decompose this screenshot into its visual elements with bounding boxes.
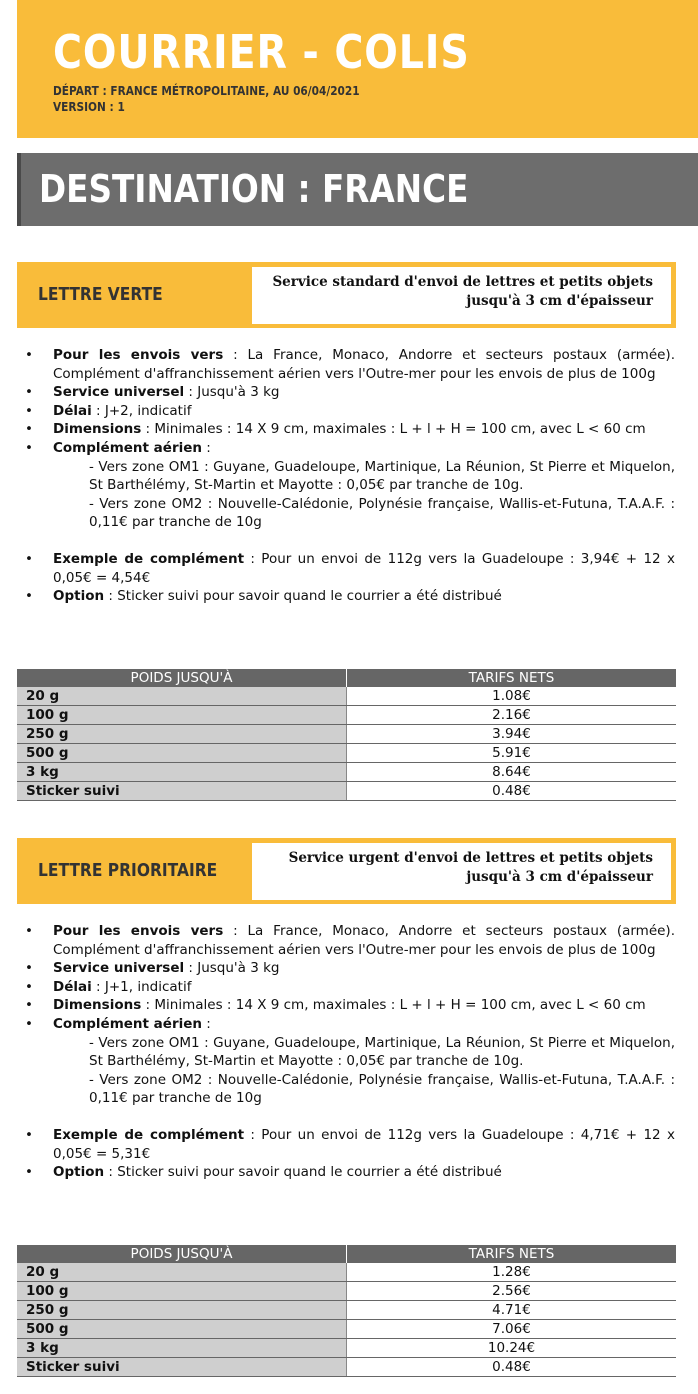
- list-item: • Complément aérien : - Vers zone OM1 : Guyane, Guadeloupe, Martinique, La Réunion, St Pierre et Miquelon, St Barthélémy, St-Martin et Mayotte : 0,05€ par tranche de 10g. - Vers zone OM2 : Nouvelle-Calédonie, Polynésie française, Wallis-et-Futuna, T.A.A.F. : 0,11€ par tranche de 10g: [25, 1015, 675, 1108]
- section-description: Service urgent d'envoi de lettres et petits objets jusqu'à 3 cm d'épaisseur: [252, 843, 671, 900]
- table-row: 20 g 1.28€: [17, 1263, 676, 1282]
- table-row: 500 g 7.06€: [17, 1320, 676, 1339]
- depart-info: DÉPART : FRANCE MÉTROPOLITAINE, AU 06/04/2021: [53, 84, 360, 98]
- section-header-lettre-prioritaire: [17, 838, 676, 904]
- list-item: • Service universel : Jusqu'à 3 kg: [25, 383, 675, 402]
- list-item: • Pour les envois vers : La France, Monaco, Andorre et secteurs postaux (armée). Complément d'affranchissement aérien vers l'Outre-mer pour les envois de plus de 100g: [25, 346, 675, 383]
- section-details-lettre-prioritaire: [25, 922, 675, 1182]
- section-header-lettre-verte: [17, 262, 676, 328]
- table-row: 250 g 4.71€: [17, 1301, 676, 1320]
- table-row: 3 kg 10.24€: [17, 1339, 676, 1358]
- section-details-lettre-verte: [25, 346, 675, 606]
- list-item: • Exemple de complément : Pour un envoi de 112g vers la Guadeloupe : 3,94€ + 12 x 0,05€ = 4,54€: [25, 550, 675, 587]
- list-item: • Dimensions : Minimales : 14 X 9 cm, maximales : L + l + H = 100 cm, avec L < 60 cm: [25, 996, 675, 1015]
- col-header-price: TARIFS NETS: [347, 1245, 677, 1263]
- zone-om2: - Vers zone OM2 : Nouvelle-Calédonie, Polynésie française, Wallis-et-Futuna, T.A.A.F. : 0,11€ par tranche de 10g: [89, 1071, 675, 1107]
- list-item: • Pour les envois vers : La France, Monaco, Andorre et secteurs postaux (armée). Complément d'affranchissement aérien vers l'Outre-mer pour les envois de plus de 100g: [25, 922, 675, 959]
- table-row: 100 g 2.56€: [17, 1282, 676, 1301]
- destination-band: [17, 153, 698, 226]
- section-description: Service standard d'envoi de lettres et petits objets jusqu'à 3 cm d'épaisseur: [252, 267, 671, 324]
- list-item: • Service universel : Jusqu'à 3 kg: [25, 959, 675, 978]
- col-header-weight: POIDS JUSQU'À: [17, 669, 347, 687]
- top-banner: [17, 0, 698, 138]
- zone-om1: - Vers zone OM1 : Guyane, Guadeloupe, Martinique, La Réunion, St Pierre et Miquelon, St Barthélémy, St-Martin et Mayotte : 0,05€ par tranche de 10g.: [89, 458, 675, 494]
- list-item: • Délai : J+1, indicatif: [25, 978, 675, 997]
- table-row: 3 kg 8.64€: [17, 763, 676, 782]
- table-row: 250 g 3.94€: [17, 725, 676, 744]
- list-item: • Délai : J+2, indicatif: [25, 402, 675, 421]
- list-item: • Dimensions : Minimales : 14 X 9 cm, maximales : L + l + H = 100 cm, avec L < 60 cm: [25, 420, 675, 439]
- table-row: 500 g 5.91€: [17, 744, 676, 763]
- table-row: Sticker suivi 0.48€: [17, 1358, 676, 1377]
- destination-title: DESTINATION : FRANCE: [39, 167, 469, 211]
- table-row: 20 g 1.08€: [17, 687, 676, 706]
- version-info: VERSION : 1: [53, 100, 125, 114]
- list-item: • Exemple de complément : Pour un envoi de 112g vers la Guadeloupe : 4,71€ + 12 x 0,05€ = 5,31€: [25, 1126, 675, 1163]
- list-item: • Option : Sticker suivi pour savoir quand le courrier a été distribué: [25, 587, 675, 606]
- table-row: Sticker suivi 0.48€: [17, 782, 676, 801]
- tarif-table-lettre-verte: [17, 669, 676, 801]
- col-header-price: TARIFS NETS: [347, 669, 677, 687]
- tarif-table-lettre-prioritaire: [17, 1245, 676, 1377]
- col-header-weight: POIDS JUSQU'À: [17, 1245, 347, 1263]
- zone-om2: - Vers zone OM2 : Nouvelle-Calédonie, Polynésie française, Wallis-et-Futuna, T.A.A.F. : 0,11€ par tranche de 10g: [89, 495, 675, 531]
- list-item: • Complément aérien : - Vers zone OM1 : Guyane, Guadeloupe, Martinique, La Réunion, St Pierre et Miquelon, St Barthélémy, St-Martin et Mayotte : 0,05€ par tranche de 10g. - Vers zone OM2 : Nouvelle-Calédonie, Polynésie française, Wallis-et-Futuna, T.A.A.F. : 0,11€ par tranche de 10g: [25, 439, 675, 532]
- zone-om1: - Vers zone OM1 : Guyane, Guadeloupe, Martinique, La Réunion, St Pierre et Miquelon, St Barthélémy, St-Martin et Mayotte : 0,05€ par tranche de 10g.: [89, 1034, 675, 1070]
- section-name: LETTRE VERTE: [38, 284, 163, 305]
- list-item: • Option : Sticker suivi pour savoir quand le courrier a été distribué: [25, 1163, 675, 1182]
- table-row: 100 g 2.16€: [17, 706, 676, 725]
- section-name: LETTRE PRIORITAIRE: [38, 860, 218, 881]
- page-title: COURRIER - COLIS: [53, 25, 470, 79]
